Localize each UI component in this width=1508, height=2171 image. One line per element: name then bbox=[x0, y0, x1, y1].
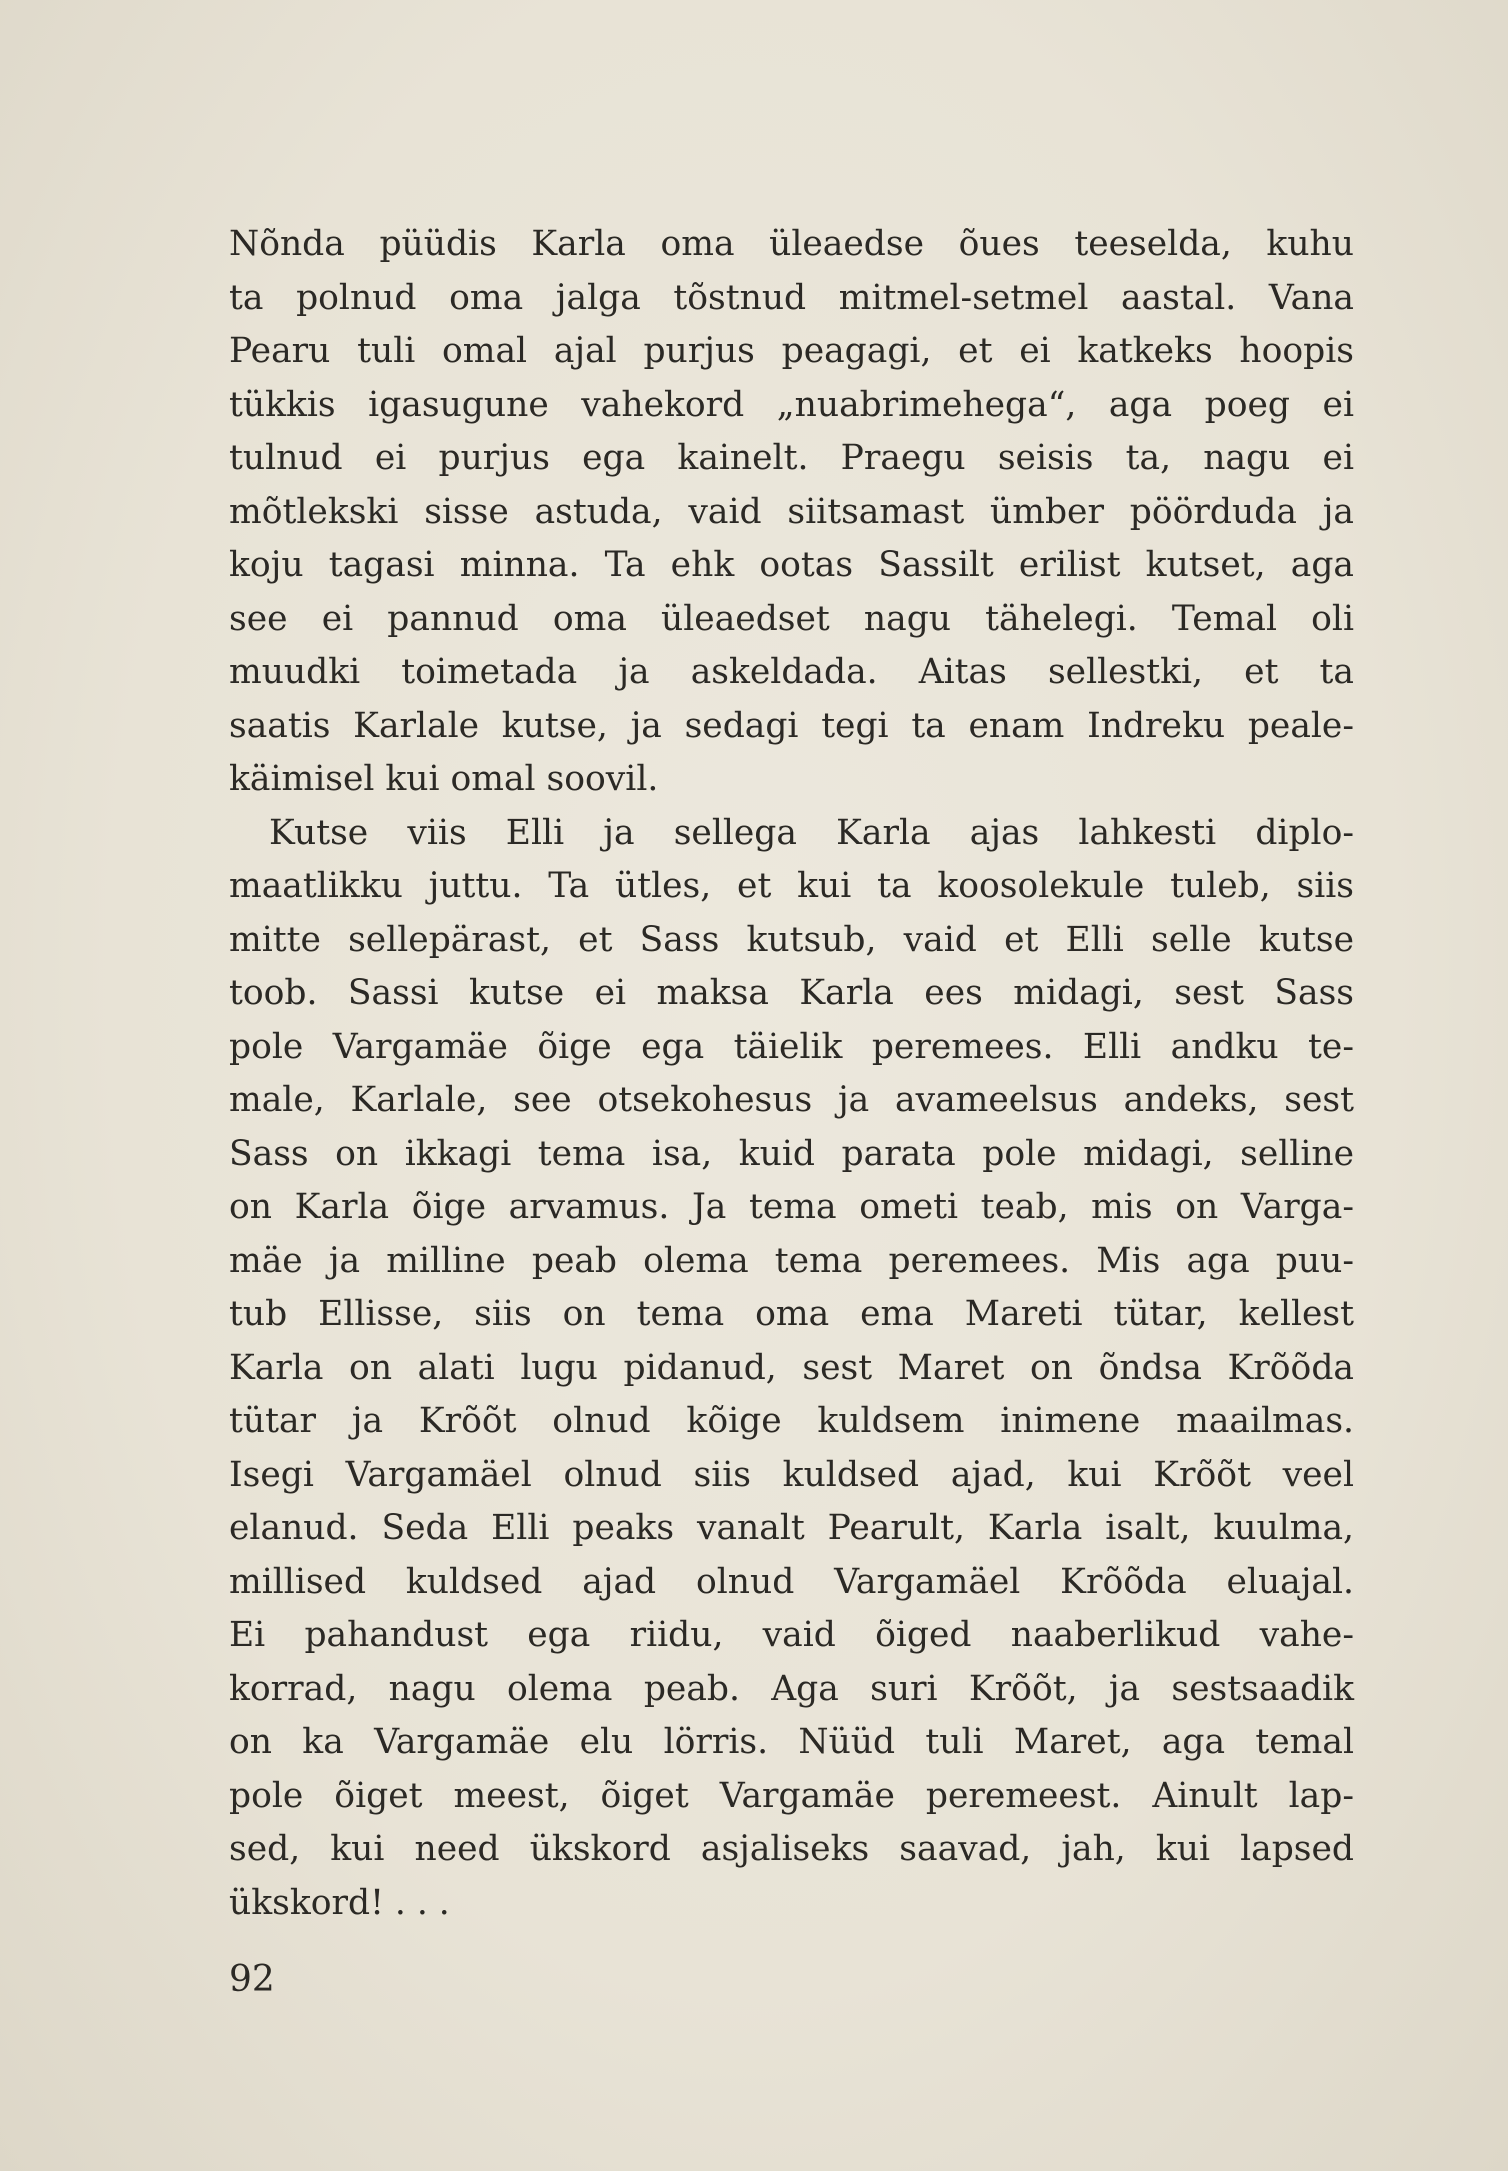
text-line-4: tükkis igasugune vahekord „nuabrimehega“, aga poeg ei bbox=[229, 384, 1354, 425]
text-line-8: see ei pannud oma üleaedset nagu tähelegi. Temal oli bbox=[229, 598, 1354, 639]
text-line-13: maatlikku juttu. Ta ütles, et kui ta koosolekule tuleb, siis bbox=[229, 866, 1354, 906]
text-line-2: ta polnud oma jalga tõstnud mitmel-setmel aastal. Vana bbox=[229, 277, 1354, 318]
text-line-3: Pearu tuli omal ajal purjus peagagi, et ei katkeks hoopis bbox=[229, 331, 1354, 371]
text-line-31: sed, kui need ükskord asjaliseks saavad, jah, kui lapsed bbox=[229, 1829, 1354, 1869]
body-text bbox=[229, 218, 1354, 1930]
text-line-9: muudki toimetada ja askeldada. Aitas sellestki, et ta bbox=[229, 652, 1354, 692]
text-line-6: mõtlekski sisse astuda, vaid siitsamast ümber pöörduda ja bbox=[229, 491, 1354, 532]
text-line-23: tütar ja Krõõt olnud kõige kuldsem inimene maailmas. bbox=[229, 1401, 1354, 1441]
text-line-7: koju tagasi minna. Ta ehk ootas Sassilt erilist kutset, aga bbox=[229, 545, 1354, 585]
text-line-20: mäe ja milline peab olema tema peremees. Mis aga puu- bbox=[229, 1240, 1354, 1281]
text-line-27: Ei pahandust ega riidu, vaid õiged naaberlikud vahe- bbox=[229, 1615, 1354, 1655]
text-line-17: male, Karlale, see otsekohesus ja avameelsus andeks, sest bbox=[229, 1080, 1354, 1120]
text-line-14: mitte sellepärast, et Sass kutsub, vaid et Elli selle kutse bbox=[229, 919, 1354, 960]
text-line-16: pole Vargamäe õige ega täielik peremees. Elli andku te- bbox=[229, 1026, 1354, 1067]
text-line-12: Kutse viis Elli ja sellega Karla ajas lahkesti diplo- bbox=[269, 812, 1354, 853]
text-line-30: pole õiget meest, õiget Vargamäe peremeest. Ainult lap- bbox=[229, 1775, 1354, 1816]
text-line-29: on ka Vargamäe elu lörris. Nüüd tuli Maret, aga temal bbox=[229, 1722, 1354, 1762]
text-line-18: Sass on ikkagi tema isa, kuid parata pole midagi, selline bbox=[229, 1133, 1354, 1174]
text-line-1: Nõnda püüdis Karla oma üleaedse õues teeselda, kuhu bbox=[229, 224, 1354, 264]
text-line-11: käimisel kui omal soovil. bbox=[229, 759, 659, 799]
text-line-22: Karla on alati lugu pidanud, sest Maret on õndsa Krõõda bbox=[229, 1347, 1354, 1388]
text-line-24: Isegi Vargamäel olnud siis kuldsed ajad, kui Krõõt veel bbox=[229, 1454, 1354, 1495]
text-line-10: saatis Karlale kutse, ja sedagi tegi ta enam Indreku peale- bbox=[229, 705, 1354, 746]
text-line-19: on Karla õige arvamus. Ja tema ometi teab, mis on Varga- bbox=[229, 1187, 1354, 1227]
text-line-25: elanud. Seda Elli peaks vanalt Pearult, Karla isalt, kuulma, bbox=[229, 1508, 1354, 1548]
text-line-15: toob. Sassi kutse ei maksa Karla ees midagi, sest Sass bbox=[229, 973, 1354, 1013]
text-line-26: millised kuldsed ajad olnud Vargamäel Krõõda eluajal. bbox=[229, 1561, 1354, 1602]
text-line-28: korrad, nagu olema peab. Aga suri Krõõt, ja sestsaadik bbox=[229, 1668, 1354, 1709]
text-line-5: tulnud ei purjus ega kainelt. Praegu seisis ta, nagu ei bbox=[229, 438, 1354, 478]
page-number: 92 bbox=[229, 1959, 275, 2000]
text-line-21: tub Ellisse, siis on tema oma ema Mareti tütar, kellest bbox=[229, 1294, 1354, 1334]
text-line-32: ükskord! . . . bbox=[229, 1882, 450, 1923]
